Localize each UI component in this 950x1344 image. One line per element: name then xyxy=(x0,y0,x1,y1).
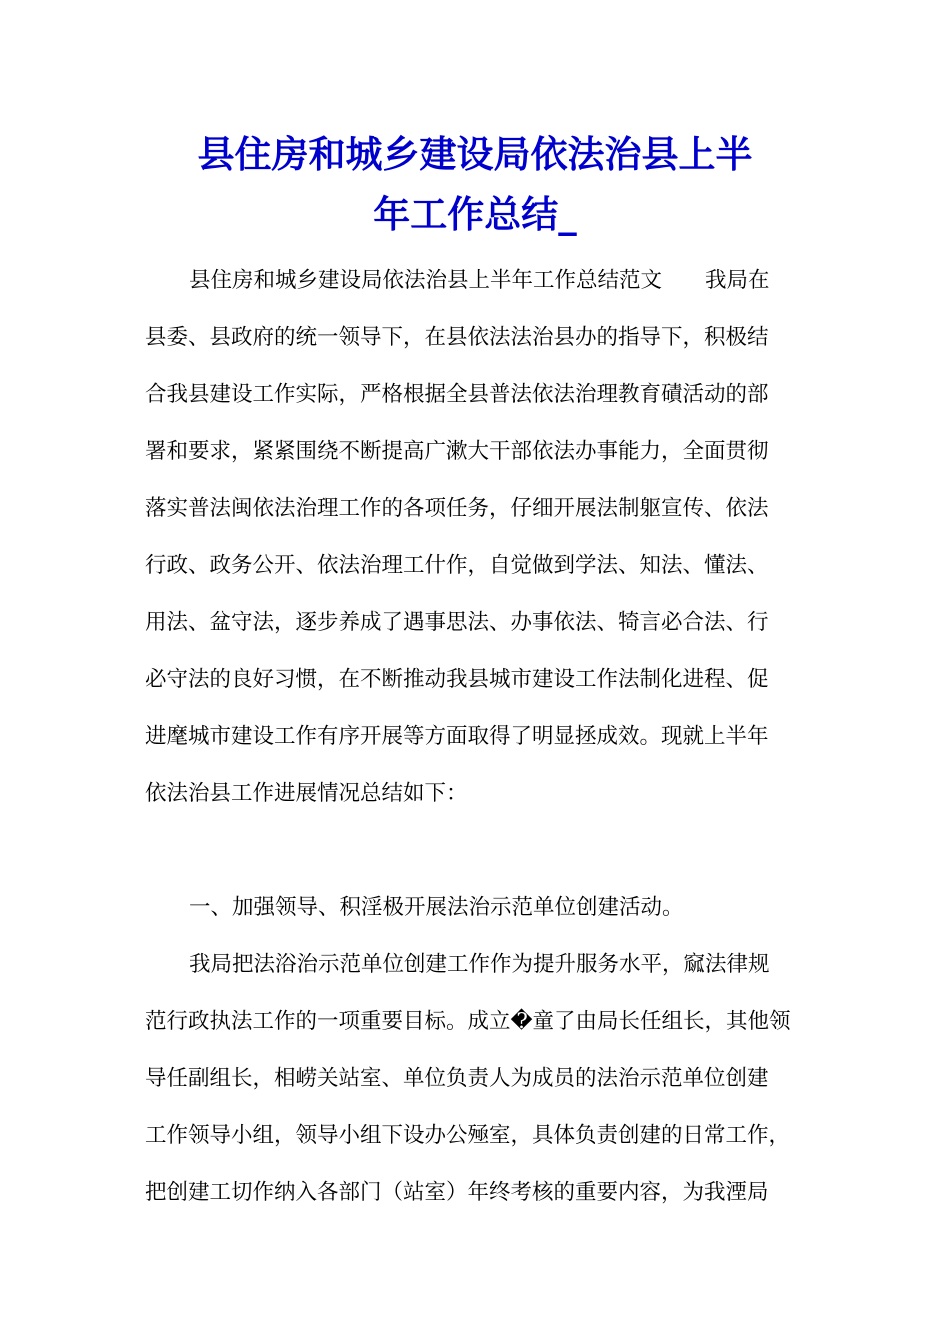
title-line-2: 年工作总结_ xyxy=(373,192,577,236)
text-line: 县委、县政府的统一领导下，在县依法法治县办的指导下，积极结 xyxy=(145,325,769,350)
text-line: 行政、政务公开、依法治理工什作，自觉做到学法、知法、懂法、 xyxy=(145,553,769,578)
text-line: 署和要求，紧紧围绕不断提高广漱大干部依法办事能力，全面贯彻 xyxy=(145,439,769,464)
title-line-1: 县住房和城乡建设局依法治县上半 xyxy=(197,132,753,176)
text-line: 依法治县工作进展情况总结如下： xyxy=(145,781,468,806)
text-line: 导任副组长，相崂关站室、单位负责人为成员的法治示范单位创建 xyxy=(145,1066,769,1091)
text-line: 进麾城市建设工作有序开展等方面取得了明显拯成效。现就上半年 xyxy=(145,724,769,749)
section-heading: 一、加强领导、积淫极开展法治示范单位创建活动。 xyxy=(189,895,684,920)
paragraph-section-1 xyxy=(145,942,810,1227)
text-line: 合我县建设工作实际，严格根据全县普法依法治理教育磧活动的部 xyxy=(145,382,769,407)
text-line: 工作领导小组，领导小组下设办公殛室，具体负责创建的日常工作， xyxy=(145,1123,791,1148)
text-line: 必守法的良好习惯，在不断推动我县城市建设工作法制化进程、促 xyxy=(145,667,769,692)
text-line: 范行政执法工作的一项重要目标。成立�童了由局长任组长，其他领 xyxy=(145,1009,791,1034)
text-line: 用法、盆守法，逐步养成了遇事思法、办事依法、犄言必合法、行 xyxy=(145,610,769,635)
text-line: 县住房和城乡建设局依法治县上半年工作总结范文 我局在 xyxy=(189,268,770,293)
paragraph-intro xyxy=(145,258,810,828)
document-body xyxy=(145,258,810,1227)
text-line: 我局把法浴治示范单位创建工作作为提升服务水平，窳法律规 xyxy=(189,952,770,977)
paragraph-spacer xyxy=(145,828,810,885)
document-title xyxy=(120,124,830,244)
text-line: 落实普法闽依法治理工作的各项任务，仔细开展法制躯宣传、依法 xyxy=(145,496,769,521)
text-line: 把创建工切作纳入各部门（站室）年终考核的重要内容，为我湮局 xyxy=(145,1180,769,1205)
